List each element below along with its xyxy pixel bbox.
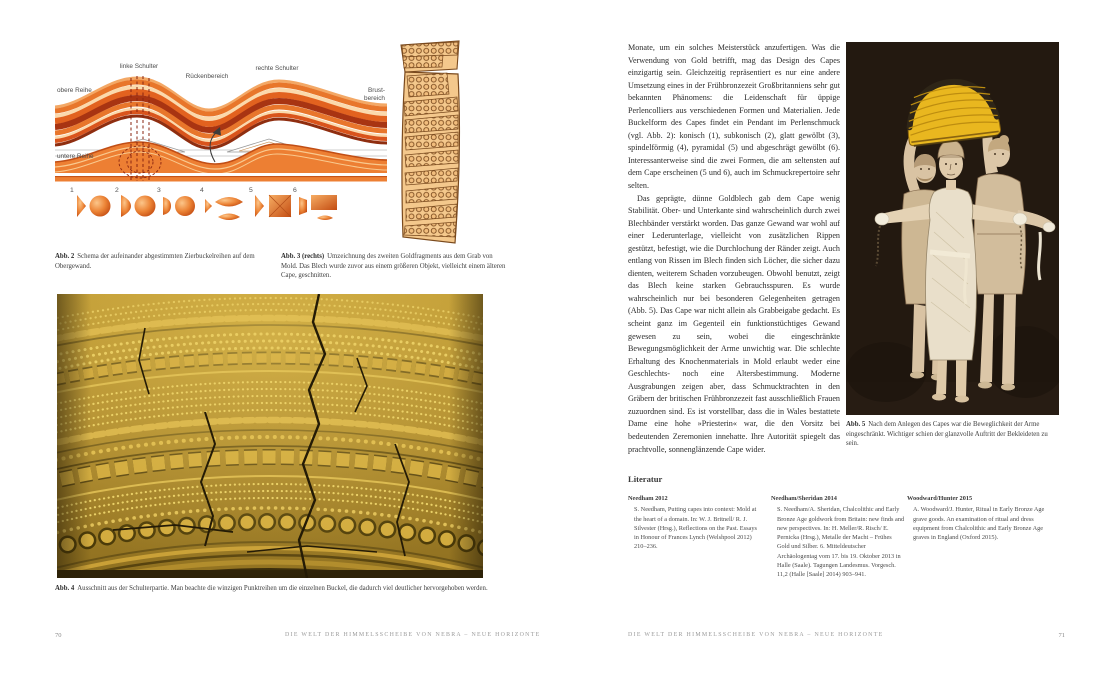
running-title-left: DIE WELT DER HIMMELSSCHEIBE VON NEBRA – NEUE HORIZONTE [285, 632, 541, 638]
reference-body: S. Needham/A. Sheridan, Chalcolithic and Early Bronze Age goldwork from Britain: new finds and new perspectives. In: H. Meller/R. Risch/ E. Pernicka (Hrsg.), Metalle der Macht – Frühes Gold und Silber. 6. Mitteldeutscher Archäologentag vom 17. bis 19. Oktober 2013 in Halle (Saale). Tagungen Landesmus. Vorgesch. 11,2 (Halle [Saale] 2014) 903–941. [777, 506, 905, 579]
lower-boss-row-band [55, 142, 387, 182]
reference-heading: Needham/Sheridan 2014 [771, 495, 837, 502]
legend-number-2: 2 [115, 187, 119, 194]
caption-abb5-label: Abb. 5 [846, 421, 866, 428]
caption-abb2-label: Abb. 2 [55, 253, 75, 260]
caption-abb5 [846, 420, 1059, 449]
legend-number-5: 5 [249, 187, 253, 194]
label-rueckenbereich: Rückenbereich [185, 73, 229, 80]
legend-number-3: 3 [157, 187, 161, 194]
figure-boss-row-schematic [55, 42, 387, 230]
reference-body: S. Needham, Putting capes into context: Mold at the heart of a domain. In: W. J. Britnell/ R. J. Silvester (Hrsg.), Reflections on the Past. Essays in Honour of Frances Lynch (Welshpool 2012) 210–236. [634, 506, 757, 551]
caption-abb3 [281, 252, 509, 281]
page-number-left: 70 [55, 632, 62, 639]
legend-number-6: 6 [293, 187, 297, 194]
reference-woodward-hunter-2015 [907, 494, 1057, 542]
figure-gold-cape-photo [57, 294, 483, 578]
caption-abb4 [55, 584, 491, 594]
reference-heading: Needham 2012 [628, 495, 668, 502]
reference-needham-2012 [628, 494, 760, 552]
caption-abb3-text: Umzeichnung des zweiten Goldfragments aus dem Grab von Mold. Das Blech wurde zuvor aus einem größeren Objekt, vielleicht einem älteren Cape, geschnitten. [281, 253, 506, 280]
label-rechte-schulter: rechte Schulter [255, 65, 299, 72]
label-brustbereich-2: bereich [364, 95, 385, 102]
upper-boss-row-band [55, 78, 387, 148]
reference-heading: Woodward/Hunter 2015 [907, 495, 973, 502]
caption-abb2 [55, 252, 279, 271]
legend-number-4: 4 [200, 187, 204, 194]
reference-needham-sheridan-2014 [771, 494, 905, 580]
label-linke-schulter: linke Schulter [119, 63, 159, 70]
caption-abb3-label: Abb. 3 (rechts) [281, 253, 325, 260]
label-untere-reihe: untere Reihe [57, 153, 94, 160]
page-number-right: 71 [1058, 632, 1065, 639]
label-obere-reihe: obere Reihe [57, 87, 92, 94]
running-title-right: DIE WELT DER HIMMELSSCHEIBE VON NEBRA – NEUE HORIZONTE [628, 632, 884, 638]
figure-cape-dressing-illustration [846, 42, 1059, 415]
reference-body: A. Woodward/J. Hunter, Ritual in Early Bronze Age grave goods. An examination of ritual and dress equipment from Chalcolithic and Early Bronze Age graves in England (Oxford 2015). [913, 506, 1045, 542]
paragraph: Monate, um ein solches Meisterstück anzufertigen. Was die Verwendung von Gold betrifft, mag das Design des Capes einzigartig sein. Gleichzeitig repräsentiert es nur eine andere Umsetzung eines in der Frühbronzezeit Großbritanniens sehr gut bekannten Phänomens: die Leidenschaft für üppige Perlencolliers aus verschiedenen Formen und Materialien. Jede Buckelform des Capes findet ein Pendant im Perlenschmuck (vgl. Abb. 2): konisch (1), subkonisch (2), glatt gewölbt (3), spindelförmig (4), pyramidal (5) und abgeschrägt gewölbt (6). Interessanterweise sind die zwei Formen, die am seltensten auf dem Cape erscheinen (5 und 6), auch im Schmuckrepertoire sehr selten. [628, 43, 840, 191]
paragraph: Das geprägte, dünne Goldblech gab dem Cape wenig Stabilität. Ober- und Unterkante sind wahrscheinlich durch zwei Blechbänder verstärkt worden. Das ganze Gewand war wohl auf einer Lederunterlage, vielleicht von zusätzlichen Rippen gestützt, befestigt, wie die Durchlochung der Ränder zeigt. Auch entlang von Rissen im Blech finden sich Löcher, die sicher dazu dienten, weiterem Schaden vorzubeugen. Obwohl benutzt, zeigt das Blech keine starken Gebrauchsspuren. Es wurde wahrscheinlich nur bei besonderen Gelegenheiten getragen (Abb. 5). Das Cape war nicht allein als Grabbeigabe gedacht. Es scheint ganz im Gegenteil ein funktionstüchtiges Gewand gewesen zu sein, wobei die eingeschränkte Bewegungsmöglichkeit der Arme unwichtig war. Die schlechte Erhaltung des Knochenmaterials in Mold erlaubt weder eine Geschlechts- noch eine Altersbestimmung. Moderne Ausgrabungen zeigen aber, dass Schmucktrachten in den Gräbern der britischen Frühbronzezeit fast ausschließlich Frauen zuzuordnen sind. Es ist vorstellbar, dass die in Wales bestattete Dame eine hohe »Priesterin« war, die den Vorsitz bei bedeutenden Zeremonien innehatte. Ihre Autorität spiegelt das prachtvolle, sonnenglänzende Cape wider. [628, 193, 840, 454]
page-right [565, 0, 1103, 675]
boss-form-legend [70, 187, 337, 220]
label-brustbereich-1: Brust- [367, 87, 385, 94]
caption-abb2-text: Schema der aufeinander abgestimmten Zierbuckelreihen auf dem Obergewand. [55, 253, 255, 270]
caption-abb5-text: Nach dem Anlegen des Capes war die Beweglichkeit der Arme eingeschränkt. Wichtiger schien der glanzvolle Auftritt der Bekleideten zu sein. [846, 421, 1048, 448]
figure-gold-fragment-drawing [393, 40, 505, 255]
main-text-column [628, 42, 840, 456]
caption-abb4-text: Ausschnitt aus der Schulterpartie. Man beachte die winzigen Punktreihen um die einzelnen Buckel, die dadurch viel deutlicher hervorgehoben werden. [77, 585, 488, 592]
legend-number-1: 1 [70, 187, 74, 194]
caption-abb4-label: Abb. 4 [55, 585, 75, 592]
literatur-heading: Literatur [628, 474, 663, 484]
